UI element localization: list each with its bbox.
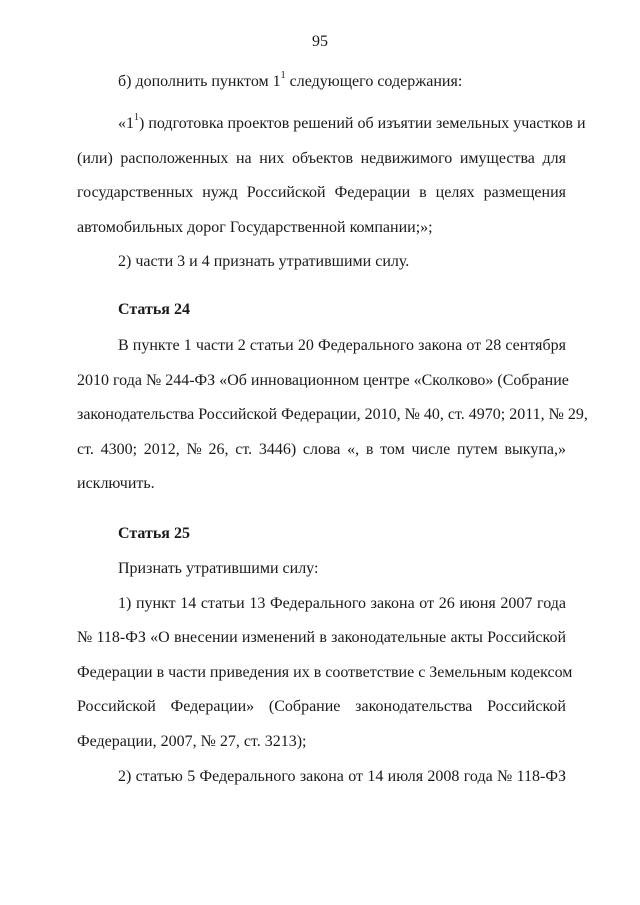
text-line: законодательства Российской Федерации, 2010, № 40, ст. 4970; 2011, № 29, bbox=[77, 406, 588, 423]
text-line: Российской Федерации» (Собрание законодательства Российской bbox=[77, 698, 566, 715]
text-line: № 118-ФЗ «О внесении изменений в законодательные акты Российской bbox=[77, 629, 566, 646]
text-line: 2010 года № 244-ФЗ «Об инновационном центре «Сколково» (Собрание bbox=[77, 372, 569, 389]
justified-wrapper bbox=[118, 111, 586, 134]
article-heading-24: Статья 24 bbox=[118, 301, 190, 318]
text-fragment: «1 bbox=[118, 115, 134, 132]
text-line: ст. 4300; 2012, № 26, ст. 3446) слова «, в том числе путем выкупа,» bbox=[77, 441, 566, 458]
text-line: государственных нужд Российской Федерации в целях размещения bbox=[77, 184, 566, 201]
text-fragment: ) подготовка проектов решений об изъятии земельных участков и bbox=[139, 115, 586, 132]
text-line-amend-item bbox=[118, 69, 463, 92]
article-heading-25: Статья 25 bbox=[118, 525, 190, 542]
text-line: (или) расположенных на них объектов недвижимого имущества для bbox=[77, 150, 566, 167]
text-line-new-item bbox=[118, 111, 586, 134]
text-fragment bbox=[118, 111, 586, 134]
text-line: 1) пункт 14 статьи 13 Федерального закона от 26 июня 2007 года bbox=[118, 595, 566, 612]
text-line: исключить. bbox=[77, 475, 155, 492]
page-number: 95 bbox=[312, 33, 328, 50]
text-fragment: следующего содержания: bbox=[285, 73, 463, 90]
text-line: В пункте 1 части 2 статьи 20 Федерального закона от 28 сентября bbox=[118, 337, 566, 354]
text-line: Федерации, 2007, № 27, ст. 3213); bbox=[77, 733, 307, 750]
text-line: Признать утратившими силу: bbox=[118, 560, 319, 577]
superscript: 1 bbox=[280, 69, 286, 81]
text-fragment: б) дополнить пунктом 1 bbox=[118, 73, 281, 90]
text-line: 2) статью 5 Федерального закона от 14 июля 2008 года № 118-ФЗ bbox=[118, 768, 566, 785]
text-line: автомобильных дорог Государственной компании;»; bbox=[77, 219, 433, 236]
text-line: 2) части 3 и 4 признать утратившими силу. bbox=[118, 253, 410, 270]
superscript: 1 bbox=[134, 111, 139, 123]
text-line: Федерации в части приведения их в соответствие с Земельным кодексом bbox=[77, 664, 573, 681]
